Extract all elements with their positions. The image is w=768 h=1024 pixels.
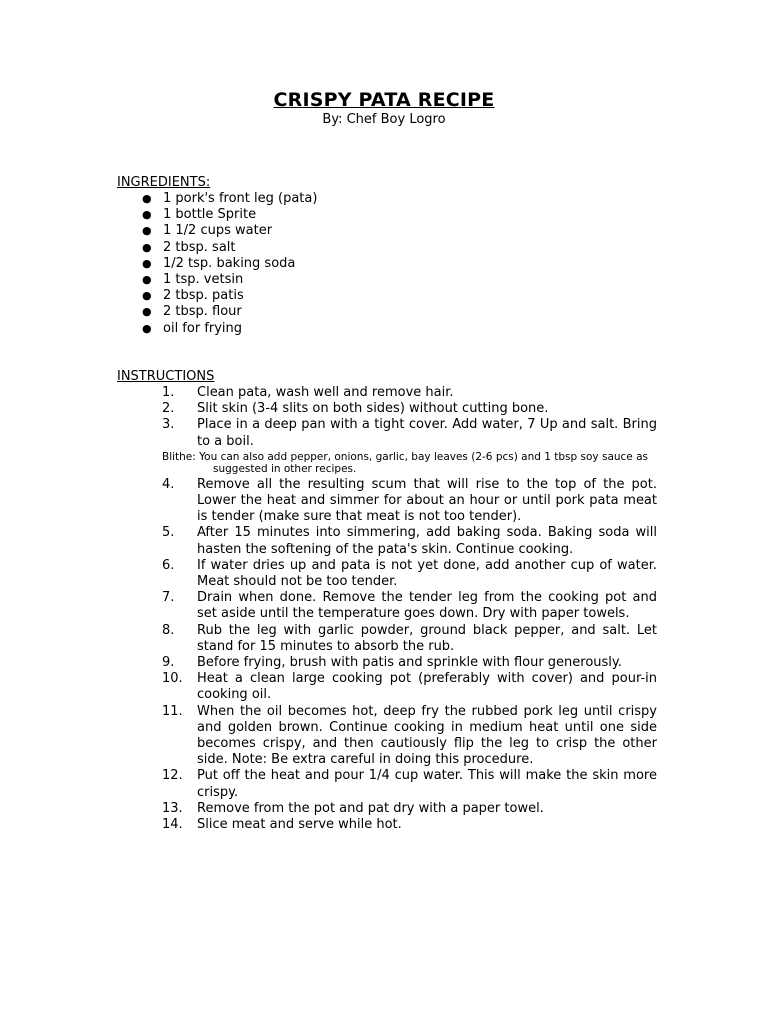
ingredient-item: ● 1/2 tsp. baking soda <box>142 255 296 271</box>
ingredient-item: ● oil for frying <box>142 320 243 336</box>
instruction-step: 4. Remove all the resulting scum that will rise to the top of the pot. Lower the heat and simmer for about an hour or until pork pata meat is tender (make sure that meat is not too tender). <box>162 476 657 525</box>
instruction-step: 11. When the oil becomes hot, deep fry the rubbed pork leg until crispy and golden brown. Continue cooking in medium heat until one side becomes crispy, and then cautiously flip the leg to crisp the other side. Note: Be extra careful in doing this procedure. <box>162 703 657 768</box>
bullet-icon: ● <box>142 289 152 303</box>
instruction-step: 7. Drain when done. Remove the tender leg from the cooking pot and set aside until the temperature goes down. Dry with paper towels. <box>162 590 657 622</box>
recipe-byline: By: Chef Boy Logro <box>322 112 446 127</box>
instruction-step: 8. Rub the leg with garlic powder, ground black pepper, and salt. Let stand for 15 minutes to absorb the rub. <box>162 622 657 654</box>
ingredient-item: ● 2 tbsp. salt <box>142 239 236 255</box>
ingredient-item: ● 1 pork's front leg (pata) <box>142 191 318 206</box>
ingredients-heading: INGREDIENTS: <box>117 175 211 190</box>
ingredient-item: ● 1 bottle Sprite <box>142 207 257 223</box>
instruction-step: 6. If water dries up and pata is not yet done, add another cup of water. Meat should not be too tender. <box>162 557 657 590</box>
bullet-icon: ● <box>142 272 152 286</box>
bullet-icon: ● <box>142 192 152 205</box>
bullet-icon: ● <box>142 240 152 254</box>
bullet-icon: ● <box>142 208 152 222</box>
ingredients-list <box>117 191 317 337</box>
ingredient-item: ● 1 tsp. vetsin <box>142 271 244 287</box>
instruction-step: 1. Clean pata, wash well and remove hair. <box>162 385 454 400</box>
recipe-note: Blithe: You can also add pepper, onions, garlic, bay leaves (2-6 pcs) and 1 tbsp soy sauce as suggested in other recipes. <box>162 450 649 476</box>
ingredient-item: ● 2 tbsp. flour <box>142 304 242 320</box>
instruction-step: 12. Put off the heat and pour 1/4 cup water. This will make the skin more crispy. <box>162 768 657 800</box>
ingredient-item: ● 1 1/2 cups water <box>142 223 273 239</box>
bullet-icon: ● <box>142 256 152 270</box>
bullet-icon: ● <box>142 321 152 335</box>
instruction-step: 5. After 15 minutes into simmering, add baking soda. Baking soda will hasten the softening of the pata's skin. Continue cooking. <box>162 525 657 557</box>
instruction-step: 9. Before frying, brush with patis and sprinkle with flour generously. <box>162 655 622 671</box>
instruction-step: 3. Place in a deep pan with a tight cover. Add water, 7 Up and salt. Bring to a boil. <box>162 417 657 449</box>
instruction-step: 10. Heat a clean large cooking pot (preferably with cover) and pour-in cooking oil. <box>162 671 657 703</box>
recipe-title: CRISPY PATA RECIPE <box>273 89 495 111</box>
instructions-heading: INSTRUCTIONS <box>117 369 215 384</box>
ingredient-item: ● 2 tbsp. patis <box>142 288 244 304</box>
instruction-step: 14. Slice meat and serve while hot. <box>162 817 402 833</box>
bullet-icon: ● <box>142 305 152 319</box>
bullet-icon: ● <box>142 224 152 238</box>
instructions-list <box>117 385 657 833</box>
instruction-step: 13. Remove from the pot and pat dry with a paper towel. <box>162 800 544 816</box>
instruction-step: 2. Slit skin (3-4 slits on both sides) without cutting bone. <box>162 401 549 417</box>
